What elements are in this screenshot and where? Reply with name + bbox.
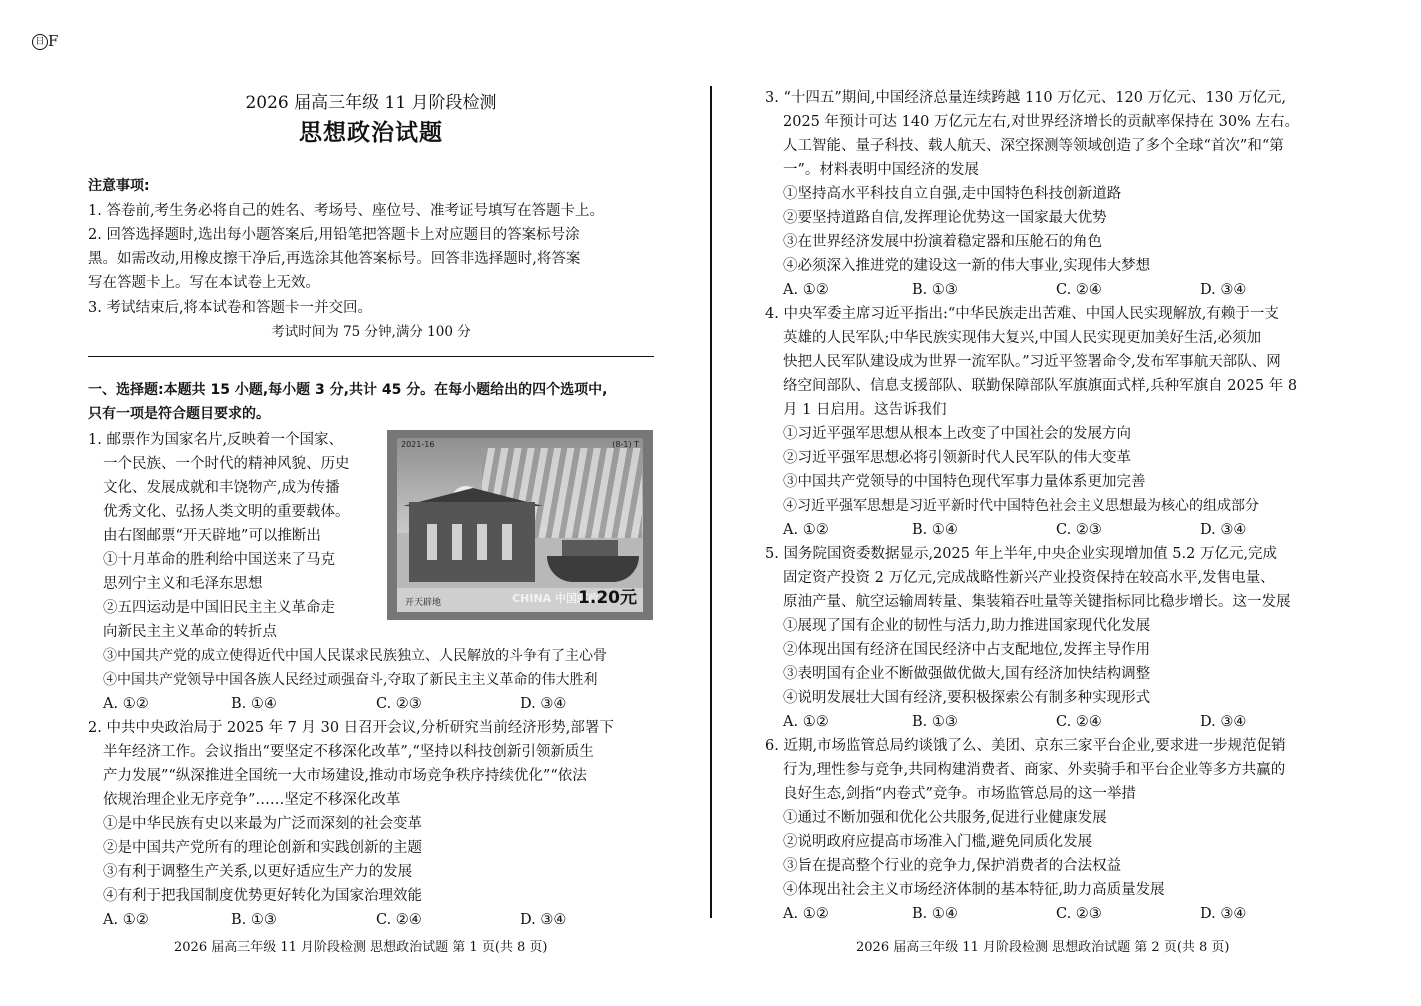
q3-line: 一”。材料表明中国经济的发展 (783, 162, 979, 178)
q2-line: ④有利于把我国制度优势更好转化为国家治理效能 (103, 888, 422, 904)
notes-line: 2. 回答选择题时,选出每小题答案后,用铅笔把答题卡上对应题目的答案标号涂 (88, 227, 580, 243)
option-d[interactable]: D. ③④ (520, 696, 567, 712)
option-b[interactable]: B. ①④ (231, 696, 277, 712)
option-b[interactable]: B. ①③ (231, 912, 277, 928)
q5-line: ①展现了国有企业的韧性与活力,助力推进国家现代化发展 (783, 618, 1151, 634)
page-footer-left: 2026 届高三年级 11 月阶段检测 思想政治试题 第 1 页(共 8 页) (174, 940, 548, 955)
notes-line: 3. 考试结束后,将本试卷和答题卡一并交回。 (88, 300, 373, 316)
option-d[interactable]: D. ③④ (1200, 714, 1247, 730)
option-c[interactable]: C. ②④ (1056, 714, 1102, 730)
q1-line: 由右图邮票“开天辟地”可以推断出 (103, 528, 321, 544)
header-rule (88, 356, 654, 357)
option-c[interactable]: C. ②③ (1056, 906, 1102, 922)
q6-line: 良好生态,剑指“内卷式”竞争。市场监管总局的这一举措 (783, 786, 1136, 802)
time-note: 考试时间为 75 分钟,满分 100 分 (271, 324, 471, 340)
option-b[interactable]: B. ①④ (912, 522, 958, 538)
q4-line: ①习近平强军思想从根本上改变了中国社会的发展方向 (783, 426, 1131, 442)
q3-line: 2025 年预计可达 140 万亿元左右,对世界经济增长的贡献率保持在 30% 左右。 (783, 114, 1299, 130)
q2-line: ①是中华民族有史以来最为广泛而深刻的社会变革 (103, 816, 422, 832)
paper-code-circle: 日 (32, 34, 48, 50)
q5-line: ③表明国有企业不断做强做优做大,国有经济加快结构调整 (783, 666, 1151, 682)
q2-line: ③有利于调整生产关系,以更好适应生产力的发展 (103, 864, 413, 880)
q5-line: 固定资产投资 2 万亿元,完成战略性新兴产业投资保持在较高水平,发售电量、 (783, 570, 1275, 586)
q1-line: ④中国共产党领导中国各族人民经过顽强奋斗,夺取了新民主主义革命的伟大胜利 (103, 672, 598, 688)
stamp-code: 2021-16 (401, 440, 435, 449)
q2-line: 2. 中共中央政治局于 2025 年 7 月 30 日召开会议,分析研究当前经济形势,部署下 (88, 720, 614, 736)
q1-line: 文化、发展成就和丰饶物产,成为传播 (103, 480, 340, 496)
notes-heading: 注意事项: (88, 178, 150, 194)
option-c[interactable]: C. ②④ (1056, 282, 1102, 298)
page-footer-right: 2026 届高三年级 11 月阶段检测 思想政治试题 第 2 页(共 8 页) (856, 940, 1230, 955)
stamp-name: 开天辟地 (405, 598, 442, 608)
column-divider (710, 86, 712, 918)
option-a[interactable]: A. ①② (783, 714, 829, 730)
q6-line: ①通过不断加强和优化公共服务,促进行业健康发展 (783, 810, 1107, 826)
option-b[interactable]: B. ①③ (912, 282, 958, 298)
q4-line: ③中国共产党领导的中国特色现代军事力量体系更加完善 (783, 474, 1146, 490)
q4-line: 4. 中央军委主席习近平指出:“中华民族走出苦难、中国人民实现解放,有赖于一支 (765, 306, 1279, 322)
q6-line: 行为,理性参与竞争,共同构建消费者、商家、外卖骑手和平台企业等多方共赢的 (783, 762, 1286, 778)
q3-line: ②要坚持道路自信,发挥理论优势这一国家最大优势 (783, 210, 1107, 226)
option-c[interactable]: C. ②④ (376, 912, 422, 928)
paper-code-letter: F (48, 32, 59, 50)
q3-line: ①坚持高水平科技自立自强,走中国特色科技创新道路 (783, 186, 1122, 202)
q4-line: 快把人民军队建设成为世界一流军队。”习近平签署命令,发布军事航天部队、网 (783, 354, 1281, 370)
q3-line: 3. “十四五”期间,中国经济总量连续跨越 110 万亿元、120 万亿元、130 万亿元, (765, 90, 1286, 106)
exam-title: 2026 届高三年级 11 月阶段检测 (245, 93, 497, 113)
notes-line: 1. 答卷前,考生务必将自己的姓名、考场号、座位号、准考证号填写在答题卡上。 (88, 203, 605, 219)
q1-line: ①十月革命的胜利给中国送来了马克 (103, 552, 335, 568)
paper-code-mark (32, 32, 58, 50)
q1-line: 优秀文化、弘扬人类文明的重要载体。 (103, 504, 350, 520)
q2-line: 依规治理企业无序竞争”……坚定不移深化改革 (103, 792, 401, 808)
option-a[interactable]: A. ①② (103, 912, 149, 928)
q3-line: ④必须深入推进党的建设这一新的伟大事业,实现伟大梦想 (783, 258, 1151, 274)
stamp-value: 1.20元 (578, 588, 637, 608)
q4-line: 月 1 日启用。这告诉我们 (783, 402, 947, 418)
q6-line: ③旨在提高整个行业的竞争力,保护消费者的合法权益 (783, 858, 1122, 874)
q1-line: ②五四运动是中国旧民主主义革命走 (103, 600, 335, 616)
option-d[interactable]: D. ③④ (1200, 522, 1247, 538)
q3-line: 人工智能、量子科技、载人航天、深空探测等领域创造了多个全球“首次”和“第 (783, 138, 1284, 154)
q1-line: 向新民主主义革命的转折点 (103, 624, 277, 640)
q2-line: ②是中国共产党所有的理论创新和实践创新的主题 (103, 840, 422, 856)
stamp-image (387, 430, 653, 620)
option-d[interactable]: D. ③④ (1200, 282, 1247, 298)
q6-line: ④体现出社会主义市场经济体制的基本特征,助力高质量发展 (783, 882, 1165, 898)
notes-line: 黑。如需改动,用橡皮擦干净后,再选涂其他答案标号。回答非选择题时,将答案 (88, 251, 581, 267)
q1-line: 一个民族、一个时代的精神风貌、历史 (103, 456, 350, 472)
q5-line: ④说明发展壮大国有经济,要积极探索公有制多种实现形式 (783, 690, 1151, 706)
stamp-country: CHINA 中国邮政 (512, 592, 599, 605)
q5-line: ②体现出国有经济在国民经济中占支配地位,发挥主导作用 (783, 642, 1151, 658)
option-c[interactable]: C. ②③ (376, 696, 422, 712)
option-a[interactable]: A. ①② (783, 906, 829, 922)
q3-line: ③在世界经济发展中扮演着稳定器和压舱石的角色 (783, 234, 1102, 250)
q1-line: 思列宁主义和毛泽东思想 (103, 576, 263, 592)
subject-title: 思想政治试题 (299, 120, 443, 146)
q6-line: 6. 近期,市场监管总局约谈饿了么、美团、京东三家平台企业,要求进一步规范促销 (765, 738, 1286, 754)
option-b[interactable]: B. ①④ (912, 906, 958, 922)
q4-line: ②习近平强军思想必将引领新时代人民军队的伟大变革 (783, 450, 1131, 466)
notes-line: 写在答题卡上。写在本试卷上无效。 (88, 275, 320, 291)
q4-line: 英雄的人民军队;中华民族实现伟大复兴,中国人民实现更加美好生活,必须加 (783, 330, 1262, 346)
q1-line: 1. 邮票作为国家名片,反映着一个国家、 (88, 432, 344, 448)
stamp-code-right: (8-1) T (612, 440, 639, 449)
q4-line: 络空间部队、信息支援部队、联勤保障部队军旗旗面式样,兵种军旗自 2025 年 8 (783, 378, 1298, 394)
q6-line: ②说明政府应提高市场准入门槛,避免同质化发展 (783, 834, 1093, 850)
q5-line: 原油产量、航空运输周转量、集装箱吞吐量等关键指标同比稳步增长。这一发展 (783, 594, 1291, 610)
section-heading: 一、选择题:本题共 15 小题,每小题 3 分,共计 45 分。在每小题给出的四个选项中, (88, 382, 608, 398)
option-a[interactable]: A. ①② (783, 282, 829, 298)
option-a[interactable]: A. ①② (783, 522, 829, 538)
q2-line: 半年经济工作。会议指出“要坚定不移深化改革”,“坚持以科技创新引领新质生 (103, 744, 594, 760)
q5-line: 5. 国务院国资委数据显示,2025 年上半年,中央企业实现增加值 5.2 万亿元,完成 (765, 546, 1278, 562)
q2-line: 产力发展”“纵深推进全国统一大市场建设,推动市场竞争秩序持续优化”“依法 (103, 768, 587, 784)
option-d[interactable]: D. ③④ (1200, 906, 1247, 922)
option-a[interactable]: A. ①② (103, 696, 149, 712)
option-b[interactable]: B. ①③ (912, 714, 958, 730)
section-heading: 只有一项是符合题目要求的。 (88, 406, 270, 422)
q1-line: ③中国共产党的成立使得近代中国人民谋求民族独立、人民解放的斗争有了主心骨 (103, 648, 607, 664)
q4-line: ④习近平强军思想是习近平新时代中国特色社会主义思想最为核心的组成部分 (783, 498, 1259, 514)
red-boat-illustration (547, 556, 639, 582)
option-d[interactable]: D. ③④ (520, 912, 567, 928)
option-c[interactable]: C. ②③ (1056, 522, 1102, 538)
